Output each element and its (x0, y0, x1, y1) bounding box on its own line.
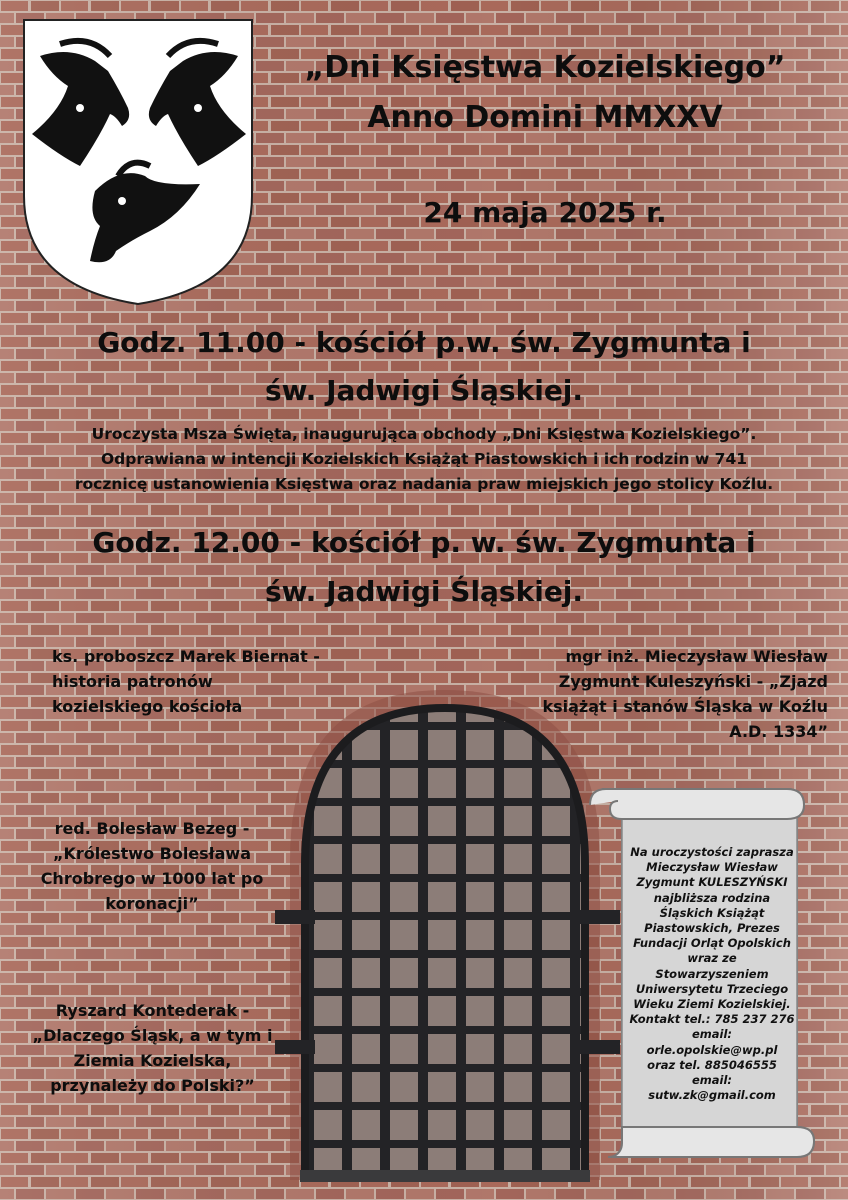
event-date: 24 maja 2025 r. (423, 196, 667, 229)
scroll-line: Uniwersytetu Trzeciego (635, 981, 789, 996)
scroll-line: Kontakt tel.: 785 237 276 (629, 1012, 795, 1027)
scroll-line: Piastowskich, Prezes (644, 921, 780, 936)
event2-heading-line1: Godz. 12.00 - kościół p. w. św. Zygmunta i (92, 526, 756, 559)
speaker-line: mgr inż. Mieczysław Wiesław (565, 647, 828, 666)
scroll-invitation-text (627, 845, 797, 1103)
scroll-line: wraz ze (687, 951, 737, 966)
speaker-line: historia patronów (52, 672, 213, 691)
scroll-line: Mieczysław Wiesław (646, 860, 778, 875)
goat-heads-coat-of-arms-icon (20, 16, 258, 308)
event1-description-line3: rocznicę ustanowienia Księstwa oraz nadania praw miejskich jego stolicy Koźlu. (74, 475, 774, 493)
event-title: „Dni Księstwa Kozielskiego” (304, 50, 786, 85)
speaker-line: red. Bolesław Bezeg - (54, 819, 250, 838)
speaker-line: kozielskiego kościoła (52, 697, 243, 716)
speaker-biernat (52, 644, 352, 719)
event1-description-line1: Uroczysta Msza Święta, inaugurująca obchody „Dni Księstwa Kozielskiego”. (91, 425, 757, 443)
speaker-line: Ziemia Kozielska, (73, 1051, 232, 1070)
scroll-line: email: (691, 1073, 733, 1088)
speaker-kontederak (10, 998, 295, 1098)
event1-description-line2: Odprawiana w intencji Kozielskich Książąt Piastowskich i ich rodzin w 741 (100, 450, 748, 468)
event2-heading-line2: św. Jadwigi Śląskiej. (264, 575, 584, 608)
scroll-line: oraz tel. 885046555 (647, 1057, 777, 1072)
scroll-line: najbliższa rodzina (653, 890, 771, 905)
speaker-line: A.D. 1334” (729, 722, 828, 741)
event1-heading-line2: św. Jadwigi Śląskiej. (264, 374, 584, 407)
scroll-line: Stowarzyszeniem (655, 966, 769, 981)
scroll-line: Śląskich Książąt (659, 905, 765, 920)
speaker-line: książąt i stanów Śląska w Koźlu (542, 697, 828, 716)
speaker-kuleszynski (455, 644, 828, 744)
scroll-line: Wieku Ziemi Kozielskiej. (633, 997, 791, 1012)
scroll-line: Na uroczystości zaprasza (630, 845, 794, 859)
speaker-line: Chrobrego w 1000 lat po (40, 869, 264, 888)
speaker-line: „Dlaczego Śląsk, a w tym i (32, 1026, 273, 1045)
speaker-line: ks. proboszcz Marek Biernat - (52, 647, 320, 666)
speaker-line: przynależy do Polski?” (50, 1076, 255, 1095)
speaker-line: Ryszard Kontederak - (55, 1001, 250, 1020)
speaker-bezeg (18, 816, 286, 916)
event-subtitle: Anno Domini MMXXV (367, 100, 723, 135)
scroll-email-orle[interactable]: orle.opolskie@wp.pl (646, 1042, 778, 1057)
scroll-email-sutw[interactable]: sutw.zk@gmail.com (648, 1088, 776, 1103)
iron-gate (305, 708, 585, 1175)
scroll-line: email: (691, 1027, 733, 1042)
speaker-line: koronacji” (105, 894, 199, 913)
scroll-line: Zygmunt KULESZYŃSKI (636, 875, 788, 890)
event1-heading-line1: Godz. 11.00 - kościół p.w. św. Zygmunta i (97, 326, 751, 359)
speaker-line: „Królestwo Bolesława (52, 844, 251, 863)
speaker-line: Zygmunt Kuleszyński - „Zjazd (558, 672, 828, 691)
scroll-line: Fundacji Orląt Opolskich (633, 936, 791, 951)
